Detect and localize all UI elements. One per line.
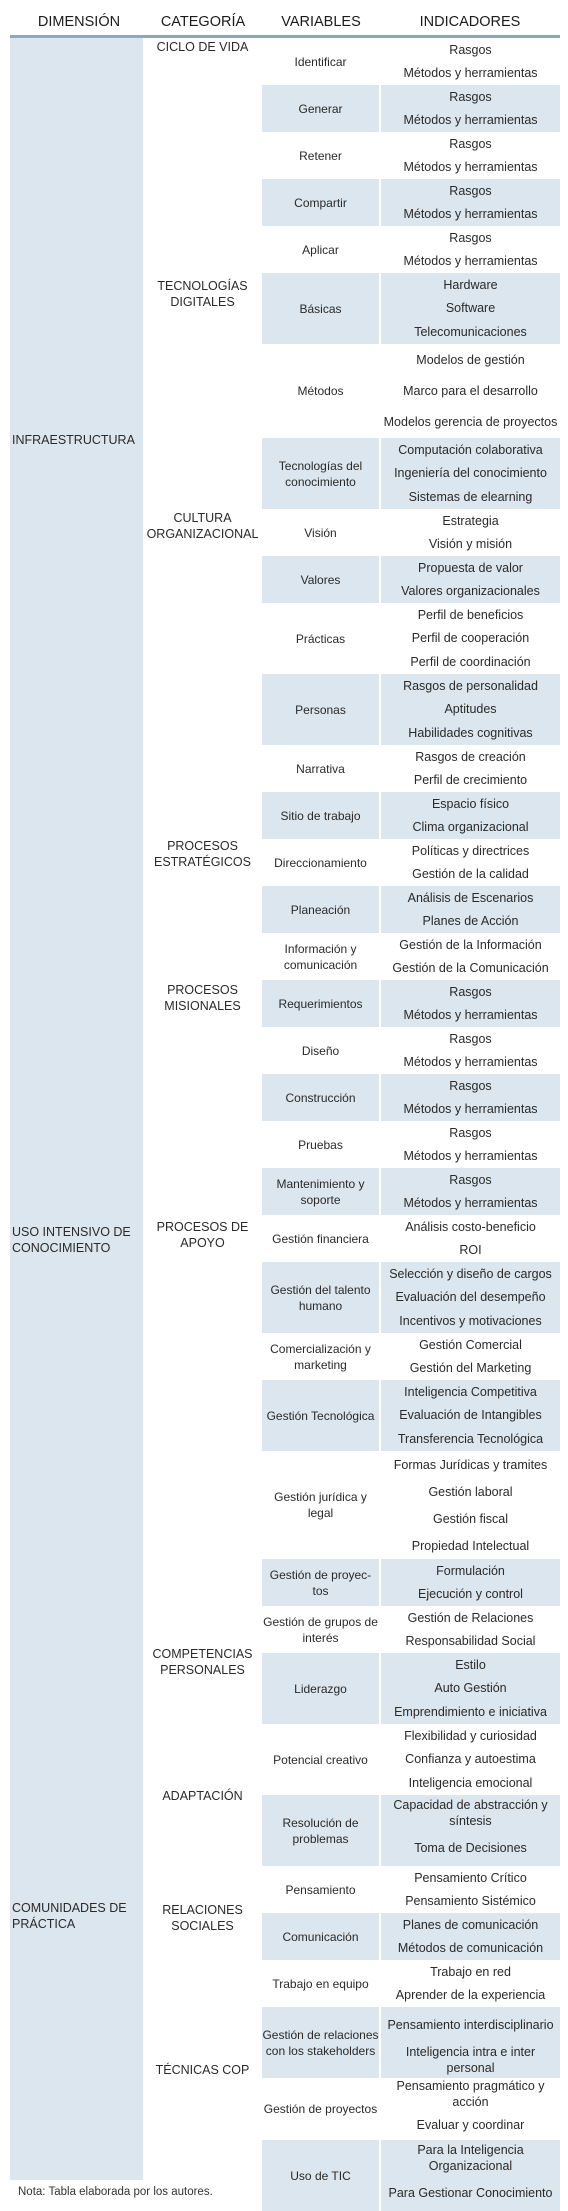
indicator-cell: Métodos de comunicación [381, 1937, 560, 1961]
indicator-cell: Propiedad Intelectual [381, 1532, 560, 1559]
indicator-cell: Visión y misión [381, 533, 560, 557]
indicator-cell: Telecomunicaciones [381, 320, 560, 344]
header-variables: VARIABLES [281, 14, 361, 30]
indicator-cell: Capacidad de abstracción y síntesis [381, 1795, 560, 1831]
indicator-cell: Inteligencia intra e inter personal [381, 2043, 560, 2079]
indicator-cell: Rasgos [381, 179, 560, 203]
variable-cell: Aplicar [262, 226, 379, 273]
header-category: CATEGORÍA [161, 14, 245, 30]
dimension-column [10, 38, 143, 2180]
indicator-cell: Perfil de crecimiento [381, 769, 560, 793]
header-indicators: INDICADORES [420, 14, 521, 30]
indicator-cell: Sistemas de elearning [381, 485, 560, 509]
variable-cell: Diseño [262, 1027, 379, 1074]
indicator-cell: Rasgos [381, 1074, 560, 1098]
indicator-cell: Estrategia [381, 509, 560, 533]
variable-cell: Sitio de trabajo [262, 792, 379, 839]
indicator-cell: Métodos y herramientas [381, 156, 560, 180]
variable-cell: Básicas [262, 273, 379, 344]
indicator-cell: Modelos gerencia de proyectos [381, 407, 560, 438]
indicator-cell: Para Gestionar Conocimiento [381, 2176, 560, 2211]
variable-cell: Personas [262, 674, 379, 745]
indicator-cell: Gestión laboral [381, 1478, 560, 1505]
variable-cell: Planeación [262, 886, 379, 933]
variable-cell: Comercialización y marketing [262, 1333, 379, 1380]
indicator-cell: Pensamiento Crítico [381, 1866, 560, 1890]
indicator-cell: Marco para el desarrollo [381, 375, 560, 406]
indicator-cell: Rasgos [381, 132, 560, 156]
variable-cell: Liderazgo [262, 1653, 379, 1724]
variable-cell: Prácticas [262, 603, 379, 674]
variable-cell: Gestión de relaciones con los stakeholders [262, 2007, 379, 2078]
variable-cell: Información y comunicación [262, 933, 379, 980]
category-label: PROCESOS DE APOYO [145, 1219, 260, 1251]
indicator-cell: Inteligencia Competitiva [381, 1380, 560, 1404]
indicator-cell: Computación colaborativa [381, 438, 560, 462]
variable-cell: Gestión financiera [262, 1215, 379, 1262]
variable-cell: Construcción [262, 1074, 379, 1121]
indicator-cell: Confianza y autoestima [381, 1748, 560, 1772]
category-label: TECNOLOGÍAS DIGITALES [145, 278, 260, 310]
indicator-cell: Espacio físico [381, 792, 560, 816]
category-label: PROCESOS ESTRATÉGICOS [145, 838, 260, 870]
variable-cell: Narrativa [262, 745, 379, 792]
indicator-cell: Perfil de coordinación [381, 650, 560, 674]
indicator-cell: Políticas y directrices [381, 839, 560, 863]
indicator-cell: Software [381, 297, 560, 321]
indicator-cell: Evaluar y coordinar [381, 2109, 560, 2140]
category-label: CULTURA ORGANIZACIONAL [145, 510, 260, 542]
indicator-cell: Métodos y herramientas [381, 109, 560, 133]
category-label: PROCESOS MISIONALES [145, 982, 260, 1014]
variable-cell: Requerimientos [262, 980, 379, 1027]
indicator-cell: Métodos y herramientas [381, 62, 560, 86]
variable-cell: Trabajo en equipo [262, 1960, 379, 2007]
indicator-cell: Rasgos [381, 226, 560, 250]
table-header [10, 0, 560, 35]
variable-cell: Generar [262, 85, 379, 132]
indicator-cell: Toma de Decisiones [381, 1831, 560, 1867]
variable-cell: Direccionamiento [262, 839, 379, 886]
indicator-cell: Rasgos [381, 1121, 560, 1145]
indicator-cell: Ejecución y control [381, 1583, 560, 1607]
indicator-cell: Métodos y herramientas [381, 1004, 560, 1028]
indicator-cell: Planes de comunicación [381, 1913, 560, 1937]
indicator-cell: Gestión de la Comunicación [381, 957, 560, 981]
indicator-cell: Gestión Comercial [381, 1333, 560, 1357]
variable-cell: Gestión del talento humano [262, 1262, 379, 1333]
indicator-cell: Análisis de Escenarios [381, 886, 560, 910]
variable-cell: Retener [262, 132, 379, 179]
indicator-cell: Perfil de beneficios [381, 603, 560, 627]
indicator-cell: Incentivos y motivaciones [381, 1309, 560, 1333]
indicator-cell: Clima organizacional [381, 816, 560, 840]
indicator-cell: Hardware [381, 273, 560, 297]
indicator-cell: ROI [381, 1239, 560, 1263]
category-label: TÉCNICAS COP [145, 2062, 260, 2078]
variable-cell: Comunicación [262, 1913, 379, 1960]
variable-cell: Mantenimiento y soporte [262, 1168, 379, 1215]
indicator-cell: Métodos y herramientas [381, 1192, 560, 1216]
indicator-cell: Propuesta de valor [381, 556, 560, 580]
indicator-cell: Pensamiento pragmático y acción [381, 2078, 560, 2109]
dimension-label: COMUNIDADES DE PRÁCTICA [12, 1900, 137, 1932]
indicator-cell: Transferencia Tecnológica [381, 1427, 560, 1451]
indicator-cell: Evaluación de Intangibles [381, 1404, 560, 1428]
dimension-label: INFRAESTRUCTURA [12, 432, 137, 448]
variable-cell: Gestión Tecnológica [262, 1380, 379, 1451]
indicator-cell: Rasgos [381, 85, 560, 109]
indicator-cell: Responsabilidad Social [381, 1630, 560, 1654]
variable-cell: Gestión jurídica y legal [262, 1451, 379, 1559]
indicator-cell: Métodos y herramientas [381, 250, 560, 274]
category-label: ADAPTACIÓN [145, 1788, 260, 1804]
indicator-cell: Métodos y herramientas [381, 1098, 560, 1122]
indicator-cell: Valores organizacionales [381, 580, 560, 604]
indicator-cell: Perfil de cooperación [381, 627, 560, 651]
variable-cell: Compartir [262, 179, 379, 226]
indicator-cell: Gestión de la Información [381, 933, 560, 957]
variable-cell: Valores [262, 556, 379, 603]
category-label: RELACIONES SOCIALES [145, 1902, 260, 1934]
indicator-cell: Selección y diseño de cargos [381, 1262, 560, 1286]
indicator-cell: Gestión del Marketing [381, 1357, 560, 1381]
indicator-cell: Trabajo en red [381, 1960, 560, 1984]
indicator-cell: Gestión fiscal [381, 1505, 560, 1532]
indicator-cell: Aprender de la experiencia [381, 1984, 560, 2008]
indicator-cell: Para la Inteligencia Organizacional [381, 2140, 560, 2176]
variable-cell: Pensamiento [262, 1866, 379, 1913]
indicator-cell: Flexibilidad y curiosidad [381, 1724, 560, 1748]
indicator-cell: Gestión de la calidad [381, 863, 560, 887]
indicator-cell: Rasgos [381, 1027, 560, 1051]
indicator-cell: Formulación [381, 1559, 560, 1583]
indicator-cell: Planes de Acción [381, 910, 560, 934]
indicator-cell: Formas Jurídicas y tramites [381, 1451, 560, 1478]
indicator-cell: Ingeniería del conocimiento [381, 462, 560, 486]
indicator-cell: Emprendimiento e iniciativa [381, 1700, 560, 1724]
indicator-cell: Auto Gestión [381, 1677, 560, 1701]
indicator-cell: Rasgos [381, 1168, 560, 1192]
indicator-cell: Aptitudes [381, 698, 560, 722]
indicator-cell: Pensamiento Sistémico [381, 1890, 560, 1914]
variable-cell: Gestión de proyec-tos [262, 1559, 379, 1606]
indicator-cell: Estilo [381, 1653, 560, 1677]
indicator-cell: Inteligencia emocional [381, 1771, 560, 1795]
indicator-cell: Rasgos de creación [381, 745, 560, 769]
category-label: CICLO DE VIDA [145, 39, 260, 55]
variable-cell: Potencial creativo [262, 1724, 379, 1795]
indicator-cell: Métodos y herramientas [381, 1145, 560, 1169]
indicator-cell: Métodos y herramientas [381, 1051, 560, 1075]
indicator-cell: Gestión de Relaciones [381, 1606, 560, 1630]
indicator-cell: Métodos y herramientas [381, 203, 560, 227]
indicator-cell: Rasgos de personalidad [381, 674, 560, 698]
indicator-cell: Rasgos [381, 980, 560, 1004]
indicator-cell: Análisis costo-beneficio [381, 1215, 560, 1239]
table-note: Nota: Tabla elaborada por los autores. [18, 2186, 213, 2198]
dimension-label: USO INTENSIVO DE CONOCIMIENTO [12, 1224, 137, 1256]
variable-cell: Visión [262, 509, 379, 556]
indicator-cell: Evaluación del desempeño [381, 1286, 560, 1310]
variable-cell: Gestión de proyectos [262, 2078, 379, 2140]
indicator-cell: Rasgos [381, 38, 560, 62]
variable-cell: Identificar [262, 38, 379, 85]
variable-cell: Resolución de problemas [262, 1795, 379, 1866]
category-column [145, 38, 260, 2180]
variable-cell: Gestión de grupos de interés [262, 1606, 379, 1653]
indicator-cell: Habilidades cognitivas [381, 721, 560, 745]
category-label: COMPETENCIAS PERSONALES [145, 1646, 260, 1678]
variable-cell: Pruebas [262, 1121, 379, 1168]
header-dimension: DIMENSIÓN [38, 14, 120, 30]
variable-cell: Uso de TIC [262, 2140, 379, 2211]
indicator-cell: Pensamiento interdisciplinario [381, 2007, 560, 2043]
variable-cell: Métodos [262, 344, 379, 438]
variable-cell: Tecnologías del conocimiento [262, 438, 379, 509]
indicator-cell: Modelos de gestión [381, 344, 560, 375]
